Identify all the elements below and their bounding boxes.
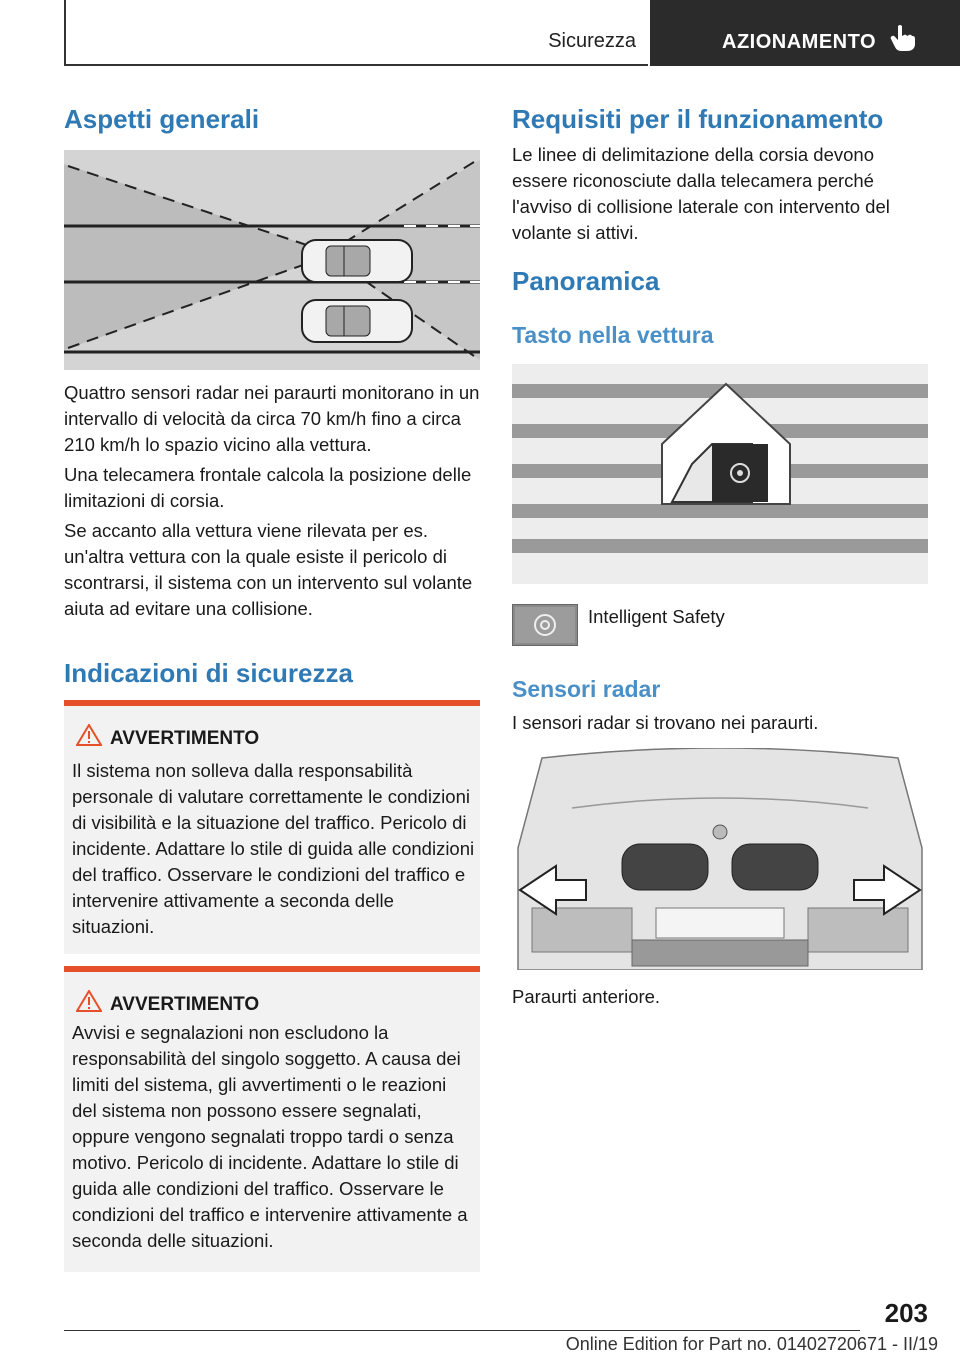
chapter-title: AZIONAMENTO (722, 31, 877, 53)
paragraph-requirements: Le linee di delimitazione della corsia devono essere riconosciute dalla telecamera perché l'avviso di collisione laterale con intervento del volante si attivi. (512, 144, 890, 243)
paragraph-front-camera: Una telecamera frontale calcola la posizione delle limitazioni di corsia. (64, 464, 472, 511)
header-left-rule (64, 0, 66, 66)
warning-triangle-icon (76, 990, 102, 1012)
paragraph-radar-location: I sensori radar si trovano nei paraurti. (512, 712, 819, 733)
figure-front-bumper (512, 748, 928, 970)
intelligent-safety-button-symbol (512, 604, 578, 646)
intelligent-safety-icon (513, 605, 577, 645)
figure-button-in-vehicle (512, 364, 928, 584)
footer-edition: Online Edition for Part no. 01402720671 - II/19 (565, 1334, 938, 1354)
footer-rule (64, 1330, 860, 1331)
button-label: Intelligent Safety (588, 606, 725, 627)
paragraph-collision-assist: Se accanto alla vettura viene rilevata per es. un'altra vettura con la quale esiste il pericolo di scontrarsi, il sistema con un intervento sul volante aiuta ad evitare una collisione. (64, 520, 473, 619)
paragraph-radar-sensors: Quattro sensori radar nei paraurti monitorano in un intervallo di velocità da circa 70 km/h fino a circa 210 km/h lo spazio vicino alla vettura. (64, 382, 480, 455)
warning-top-bar (64, 700, 480, 706)
subheading-radar-sensors: Sensori radar (512, 676, 661, 702)
heading-safety-notes: Indicazioni di sicurezza (64, 658, 353, 688)
warning-box-2 (64, 966, 480, 1272)
warning-box-1 (64, 700, 480, 954)
car-top-view-icon (302, 240, 412, 282)
warning-top-bar (64, 966, 480, 972)
heading-general-aspects: Aspetti generali (64, 104, 260, 134)
section-title: Sicurezza (548, 30, 636, 52)
warning-text: Avvisi e segnalazioni non escludono la responsabilità del singolo soggetto. A causa dei limiti del sistema, gli avvertimenti o le reazioni del sistema non possono essere segnalati, oppure vengono segnalati troppo tardi o senza motivo. Pericolo di incidente. Adattare lo stile di guida alle condizioni del traffico. Osservare le condizioni del traffico e intervenire attivamente a seconda delle situazioni. (72, 1022, 468, 1251)
front-bumper-illustration (512, 748, 928, 970)
figure-lane-radar-diagram (64, 150, 480, 370)
page-number: 203 (884, 1298, 928, 1328)
figure-caption-front-bumper: Paraurti anteriore. (512, 986, 661, 1007)
header-bottom-rule (64, 64, 648, 66)
dashboard-vents-illustration (512, 364, 928, 584)
lane-radar-illustration (64, 150, 480, 370)
warning-triangle-icon (76, 724, 102, 746)
chapter-tab (650, 0, 960, 66)
warning-title: AVVERTIMENTO (110, 994, 260, 1015)
car-top-view-icon (302, 300, 412, 342)
warning-title: AVVERTIMENTO (110, 728, 260, 749)
pointing-hand-icon (890, 24, 916, 52)
heading-overview: Panoramica (512, 266, 660, 296)
warning-text: Il sistema non solleva dalla responsabilità personale di valutare correttamente le condizioni di visibilità e la situazione del traffico. Pericolo di incidente. Adattare lo stile di guida alle condizioni del traffico. Osservare le condizioni del traffico e intervenire attivamente a seconda delle situazioni. (72, 760, 475, 937)
heading-requirements: Requisiti per il funzionamento (512, 104, 884, 134)
subheading-button-in-vehicle: Tasto nella vettura (512, 322, 714, 348)
